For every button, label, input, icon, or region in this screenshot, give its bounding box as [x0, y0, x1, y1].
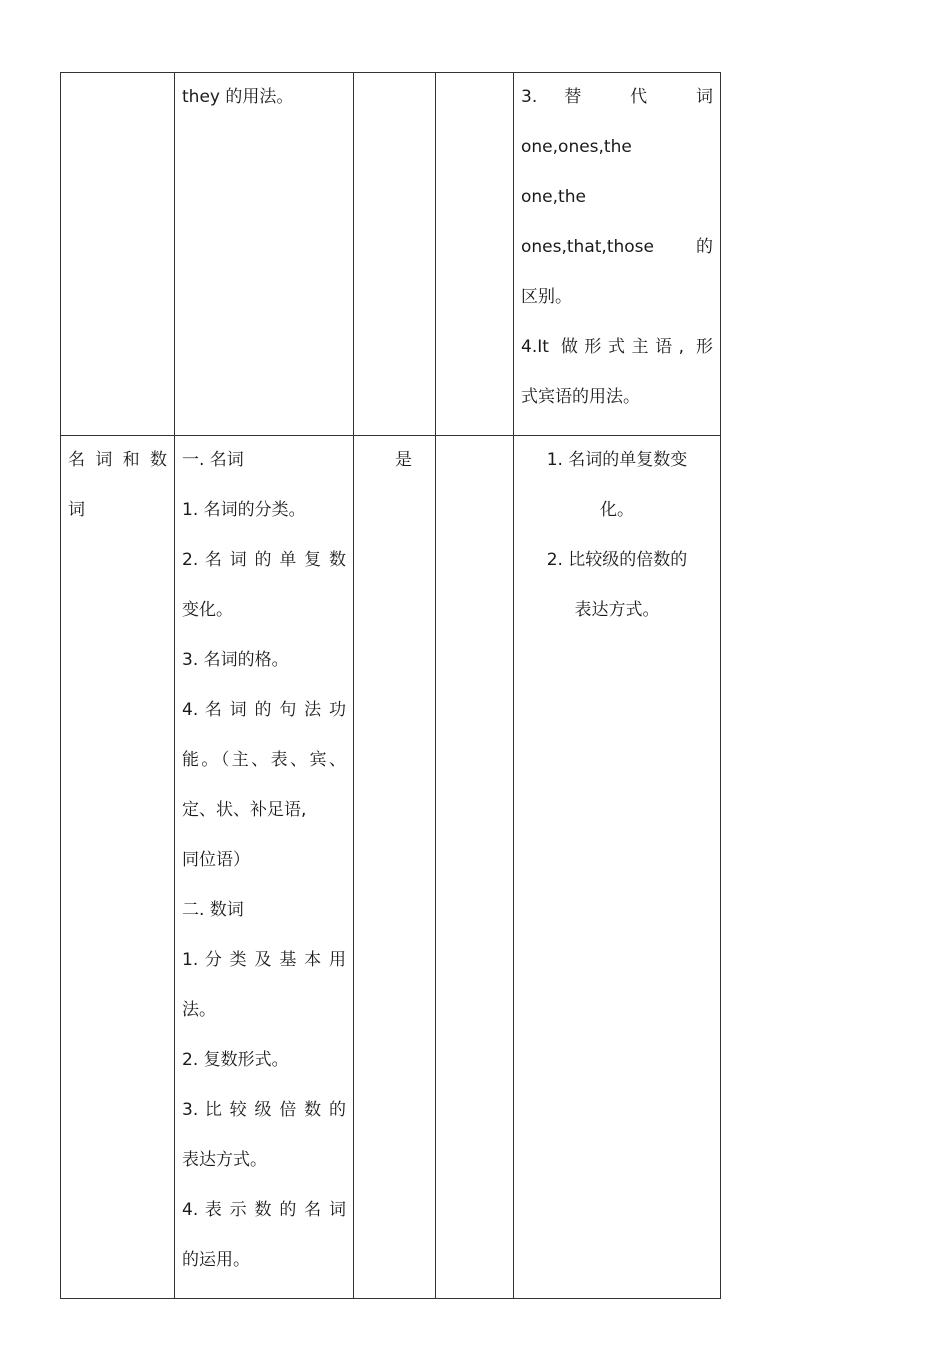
content-line: 表达方式。 — [182, 1150, 267, 1170]
topic-line: 名 词 和 数 — [68, 450, 167, 470]
content-line: 同位语） — [182, 850, 250, 870]
blank-cell — [436, 436, 514, 1299]
key-point-line: 区别。 — [521, 287, 572, 307]
topic-line: 词 — [68, 500, 85, 520]
key-point-line: 1. 名词的单复数变 — [546, 450, 688, 470]
content-cell — [175, 436, 354, 1299]
content-line: 定、状、补足语, — [182, 800, 307, 820]
requirement-text — [361, 85, 428, 135]
key-point-line: ones,that,those 的 — [521, 237, 713, 257]
key-point-line: 式宾语的用法。 — [521, 387, 640, 407]
content-line: they 的用法。 — [182, 87, 294, 107]
blank-text — [443, 448, 506, 498]
table-row-pronoun-continued — [61, 73, 721, 436]
topic-cell — [61, 436, 175, 1299]
content-line: 4. 表 示 数 的 名 词 — [182, 1200, 346, 1220]
topic-cell — [61, 73, 175, 436]
requirement-cell — [354, 436, 436, 1299]
content-line: 法。 — [182, 1000, 216, 1020]
requirement-cell — [354, 73, 436, 436]
key-point-line: one,ones,the — [521, 137, 632, 157]
content-cell — [175, 73, 354, 436]
content-line: 2. 名 词 的 单 复 数 — [182, 550, 346, 570]
content-line: 一. 名词 — [182, 450, 244, 470]
key-point-line: 4.It 做形式主语, 形 — [521, 337, 713, 357]
content-line: 4. 名 词 的 句 法 功 — [182, 700, 346, 720]
content-line: 1. 名词的分类。 — [182, 500, 306, 520]
key-point-line: 2. 比较级的倍数的 — [546, 550, 688, 570]
requirement-text: 是 — [395, 450, 412, 470]
blank-cell — [436, 73, 514, 436]
content-line: 3. 名词的格。 — [182, 650, 289, 670]
content-line: 二. 数词 — [182, 900, 244, 920]
key-point-line: 表达方式。 — [574, 600, 660, 620]
content-line: 能。（主、表、宾、 — [182, 750, 346, 770]
content-line: 2. 复数形式。 — [182, 1050, 289, 1070]
curriculum-table — [60, 72, 721, 1299]
key-points-cell — [514, 73, 721, 436]
content-line: 变化。 — [182, 600, 233, 620]
blank-text — [443, 85, 506, 135]
key-point-line: 3. 替 代 词 — [521, 87, 713, 107]
key-point-line: 化。 — [600, 500, 634, 520]
content-line: 1. 分 类 及 基 本 用 — [182, 950, 346, 970]
key-points-cell — [514, 436, 721, 1299]
table-row-nouns-numerals — [61, 436, 721, 1299]
content-line: 3. 比 较 级 倍 数 的 — [182, 1100, 346, 1120]
content-line: 的运用。 — [182, 1250, 250, 1270]
key-point-line: one,the — [521, 187, 586, 207]
